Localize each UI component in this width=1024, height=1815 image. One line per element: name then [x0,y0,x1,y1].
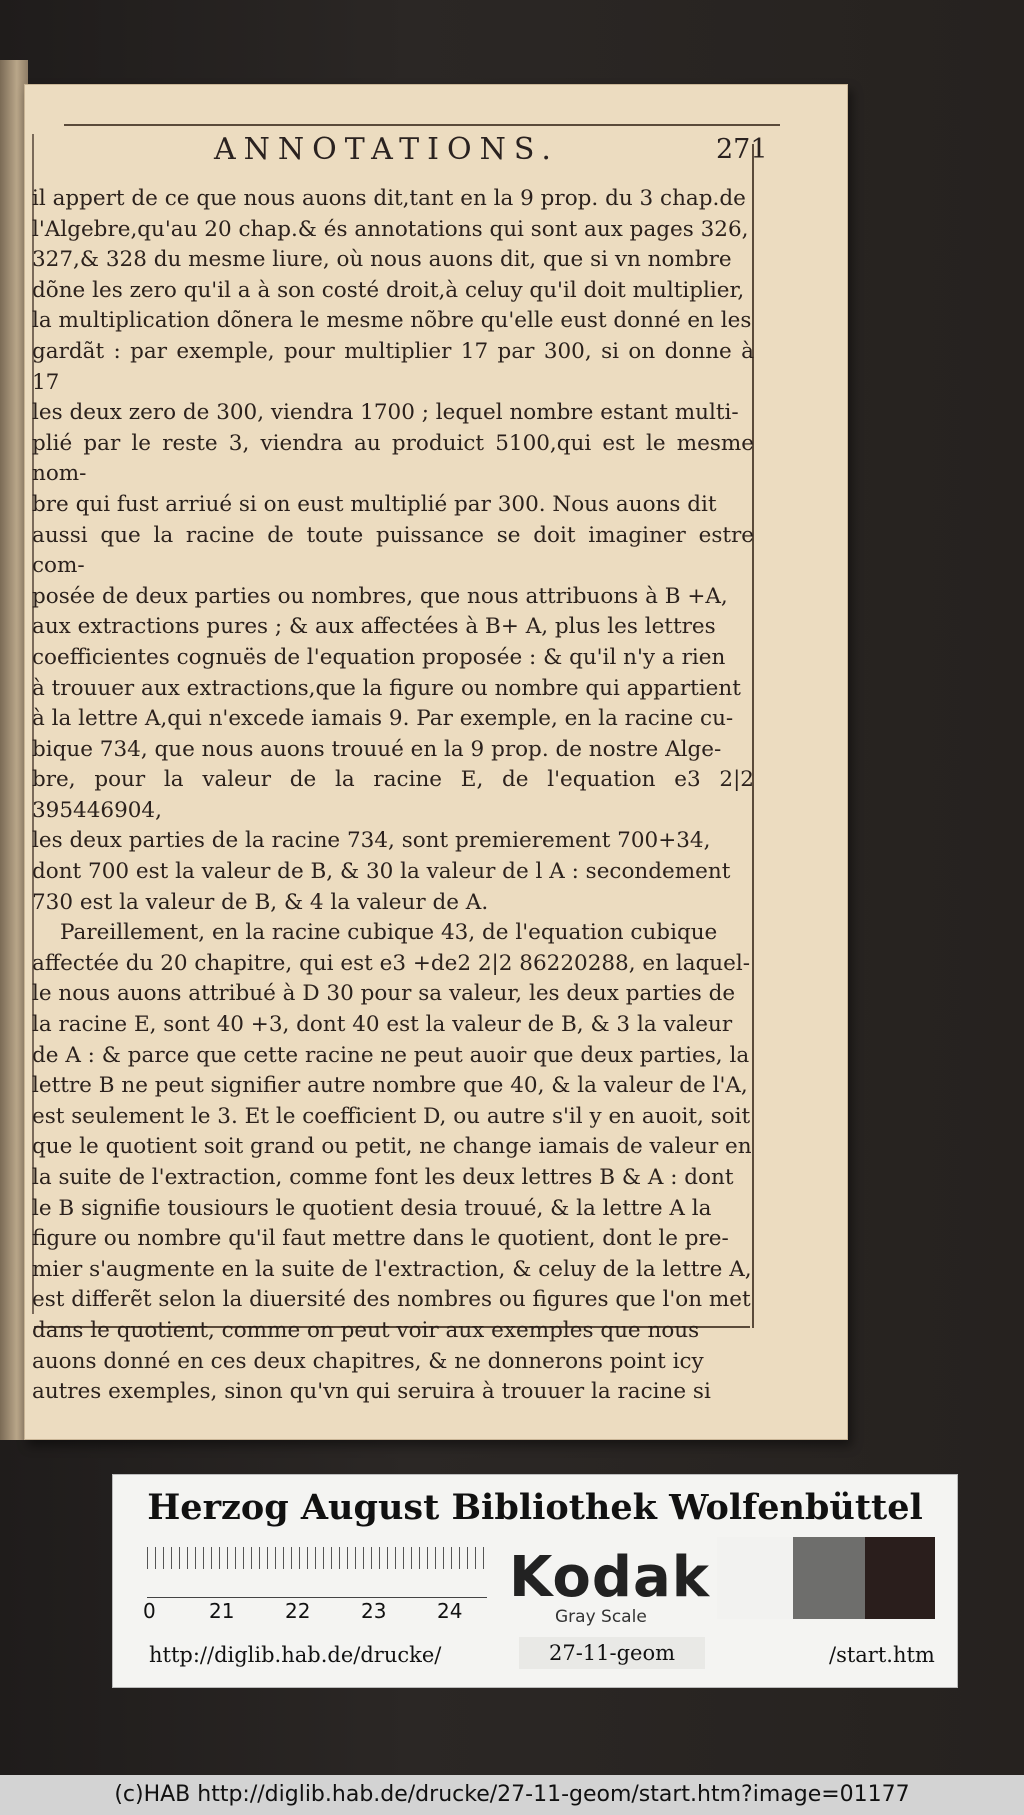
text-line: figure ou nombre qu'il faut mettre dans le quotient, dont le pre- [32,1226,729,1252]
text-line: de A : & parce que cette racine ne peut auoir que deux parties, la [32,1042,750,1068]
text-line: auons donné en ces deux chapitres, & ne donnerons point icy [32,1348,704,1374]
text-line: autres exemples, sinon qu'vn qui seruira à trouuer la racine si [32,1379,711,1405]
text-line: est seulement le 3. Et le coefficient D, ou autre s'il y en auoit, soit [32,1103,751,1129]
text-line: plié par le reste 3, viendra au produict 5100,qui est le mesme nom- [32,430,754,487]
page-top-rule [64,124,780,126]
kodak-logo: Kodak [509,1545,710,1610]
ruler-label: 24 [437,1599,463,1623]
url-base: http://diglib.hab.de/drucke/ [149,1643,442,1667]
running-head: ANNOTATIONS. [214,132,559,167]
text-line: il appert de ce que nous auons dit,tant en la 9 prop. du 3 chap.de [32,186,746,211]
text-line: aussi que la racine de toute puissance se doit imaginer estre com- [32,522,754,579]
text-line: la racine E, sont 40 +3, dont 40 est la valeur de B, & 3 la valeur [32,1012,733,1038]
text-line: posée de deux parties ou nombres, que nous attribuons à B +A, [32,583,728,609]
url-identifier: 27-11-geom [519,1637,705,1669]
text-line: dont 700 est la valeur de B, & 30 la valeur de l A : secondement [32,859,731,885]
text-line: 730 est la valeur de B, & 4 la valeur de A. [32,889,489,915]
gray-swatch-mid [793,1537,865,1619]
copyright-status-bar: (c)HAB http://diglib.hab.de/drucke/27-11-geom/start.htm?image=01177 [0,1775,1024,1815]
gray-swatch-dark [865,1537,935,1619]
text-line: dõne les zero qu'il a à son costé droit,à celuy qu'il doit multiplier, [32,277,745,303]
text-line: les deux parties de la racine 734, sont premierement 700+34, [32,828,711,854]
url-suffix: /start.htm [829,1643,935,1667]
text-line: 327,& 328 du mesme liure, où nous auons dit, que si vn nombre [32,247,732,273]
text-line: le nous auons attribué à D 30 pour sa valeur, les deux parties de [32,981,736,1007]
text-line: gardãt : par exemple, pour multiplier 17 par 300, si on donne à 17 [32,338,754,395]
text-line: aux extractions pures ; & aux affectées à B+ A, plus les lettres [32,614,716,640]
ruler-label: 22 [285,1599,311,1623]
ruler-label: 23 [361,1599,387,1623]
text-line: bre, pour la valeur de la racine E, de l'equation e3 2|2 395446904, [32,767,754,823]
text-line: est differẽt selon la diuersité des nombres ou figures que l'on met [32,1287,751,1313]
ruler-label: 0 [143,1599,156,1623]
text-line: coefficientes cognuës de l'equation proposée : & qu'il n'y a rien [32,644,726,670]
gray-swatch-light [717,1537,793,1619]
book-page [24,84,848,1440]
page-number: 271 [716,134,768,165]
text-line: lettre B ne peut signifier autre nombre que 40, & la valeur de l'A, [32,1073,748,1099]
library-name: Herzog August Bibliothek Wolfenbüttel [147,1487,923,1528]
text-line: que le quotient soit grand ou petit, ne change iamais de valeur en [32,1134,752,1160]
text-line: le B signifie tousiours le quotient desia trouué, & la lettre A la [32,1195,712,1221]
text-line: les deux zero de 300, viendra 1700 ; lequel nombre estant multi- [32,400,739,426]
page-body-text [32,184,754,1405]
text-line: bre qui fust arriué si on eust multiplié par 300. Nous auons dit [32,491,717,517]
text-line: à la lettre A,qui n'excede iamais 9. Par exemple, en la racine cu- [32,706,734,732]
text-line: dans le quotient, comme on peut voir aux exemples que nous [32,1317,700,1343]
measurement-ruler [147,1547,487,1598]
text-line: la suite de l'extraction, comme font les deux lettres B & A : dont [32,1165,734,1190]
ruler-label: 21 [209,1599,235,1623]
text-line: à trouuer aux extractions,que la figure ou nombre qui appartient [32,675,741,701]
text-line: affectée du 20 chapitre, qui est e3 +de2 2|2 86220288, en laquel- [32,950,750,976]
color-calibration-card [112,1474,958,1688]
text-line: bique 734, que nous auons trouué en la 9 prop. de nostre Alge- [32,736,722,762]
text-line: mier s'augmente en la suite de l'extraction, & celuy de la lettre A, [32,1256,752,1282]
gray-scale-label: Gray Scale [555,1607,647,1627]
text-line: Pareillement, en la racine cubique 43, de l'equation cubique [60,920,718,946]
text-line: l'Algebre,qu'au 20 chap.& és annotations qui sont aux pages 326, [32,216,749,242]
text-line: la multiplication dõnera le mesme nõbre qu'elle eust donné en les [32,308,752,334]
